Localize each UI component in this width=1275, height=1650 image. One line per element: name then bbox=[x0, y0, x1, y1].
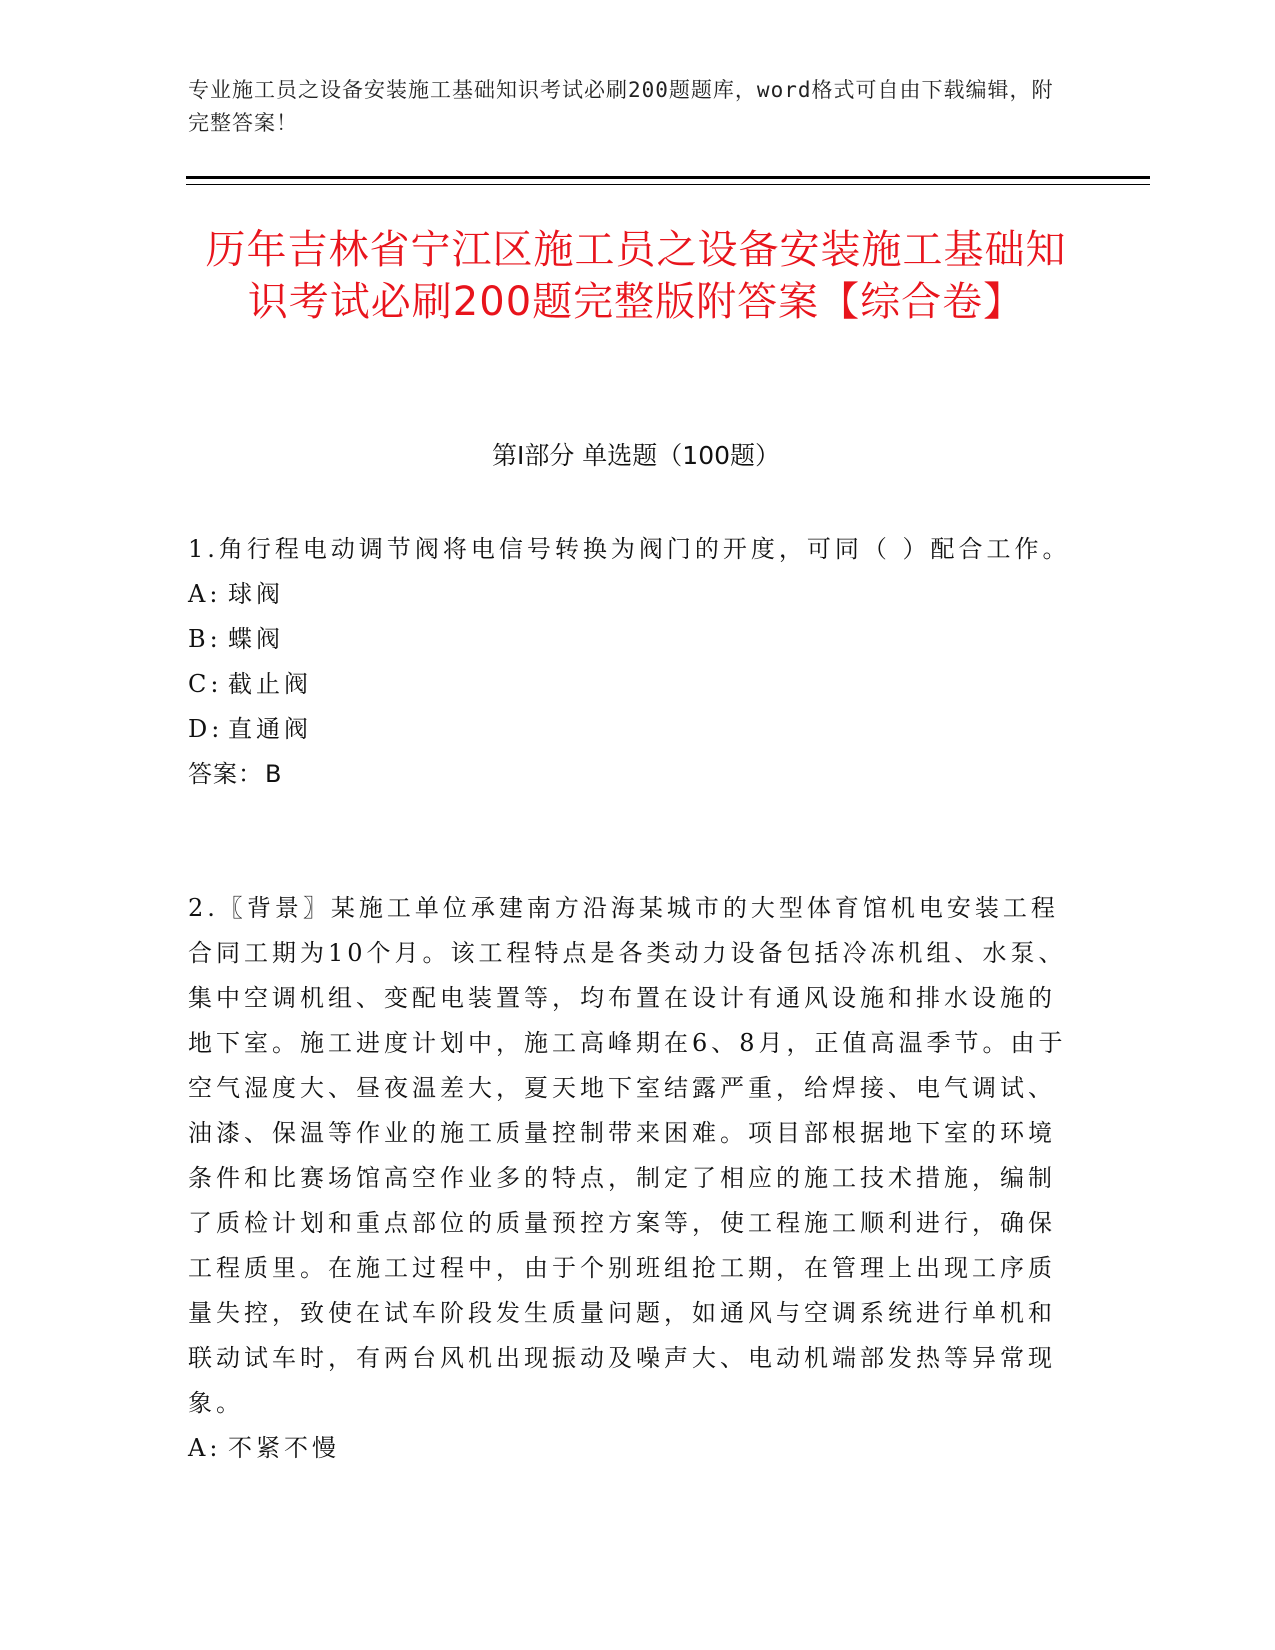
answer-value: B bbox=[265, 760, 283, 788]
option-key: A: bbox=[188, 1434, 222, 1462]
option-d bbox=[188, 707, 1078, 752]
option-key: B: bbox=[188, 625, 222, 653]
options-list bbox=[188, 1426, 1078, 1471]
option-text: 直通阀 bbox=[228, 715, 312, 743]
options-list bbox=[188, 572, 1078, 752]
document-title: 历年吉林省宁江区施工员之设备安装施工基础知识考试必刷200题完整版附答案【综合卷】 bbox=[205, 227, 1067, 325]
answer-line bbox=[188, 752, 1078, 797]
question-2 bbox=[188, 886, 1078, 1471]
header-rule-thin bbox=[186, 184, 1150, 185]
question-1 bbox=[188, 527, 1078, 797]
option-text: 不紧不慢 bbox=[228, 1434, 340, 1462]
option-text: 蝶阀 bbox=[228, 625, 284, 653]
answer-label: 答案： bbox=[188, 760, 263, 788]
option-key: C: bbox=[188, 670, 223, 698]
option-b bbox=[188, 617, 1078, 662]
section-heading: 第Ⅰ部分 单选题（100题） bbox=[491, 441, 781, 470]
option-a bbox=[188, 1426, 1078, 1471]
option-text: 截止阀 bbox=[228, 670, 312, 698]
question-text: 2.〖背景〗某施工单位承建南方沿海某城市的大型体育馆机电安装工程合同工期为10个月。该工程特点是各类动力设备包括冷冻机组、水泵、集中空调机组、变配电装置等，均布置在设计有通风设施和排水设施的地下室。施工进度计划中，施工高峰期在6、8月，正值高温季节。由于空气湿度大、昼夜温差大，夏天地下室结露严重，给焊接、电气调试、油漆、保温等作业的施工质量控制带来困难。项目部根据地下室的环境条件和比赛场馆高空作业多的特点，制定了相应的施工技术措施，编制了质检计划和重点部位的质量预控方案等，使工程施工顺利进行，确保工程质里。在施工过程中，由于个别班组抢工期，在管理上出现工序质量失控，致使在试车阶段发生质量问题，如通风与空调系统进行单机和联动试车时，有两台风机出现振动及噪声大、电动机端部发热等异常现象。 bbox=[188, 894, 1067, 1417]
option-text: 球阀 bbox=[228, 580, 284, 608]
option-a bbox=[188, 572, 1078, 617]
header-rule-thick bbox=[186, 176, 1150, 179]
option-key: D: bbox=[188, 715, 224, 743]
header-note: 专业施工员之设备安装施工基础知识考试必刷200题题库，word格式可自由下载编辑，附完整答案！ bbox=[188, 78, 1054, 135]
question-text: 1.角行程电动调节阀将电信号转换为阀门的开度，可同（ ）配合工作。 bbox=[188, 535, 1071, 563]
option-key: A: bbox=[188, 580, 222, 608]
option-c bbox=[188, 662, 1078, 707]
